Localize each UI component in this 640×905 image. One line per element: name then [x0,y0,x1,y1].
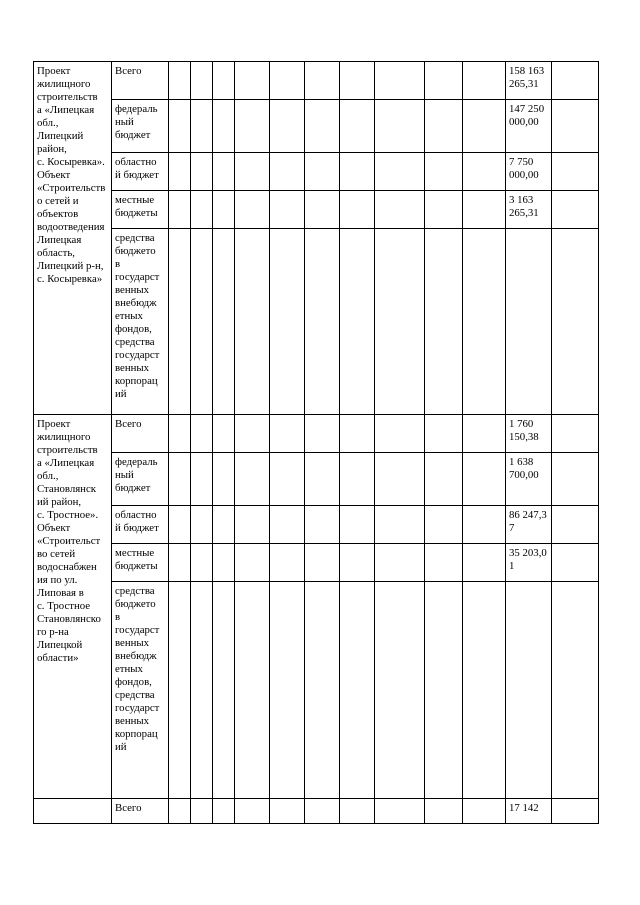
empty-cell [270,191,305,229]
table-row [34,544,599,582]
empty-cell [213,62,235,100]
empty-cell [463,153,506,191]
empty-cell [425,62,463,100]
empty-cell [340,582,375,799]
empty-cell [235,415,270,453]
empty-cell [305,506,340,544]
empty-cell [169,506,191,544]
empty-cell [425,582,463,799]
empty-cell [375,453,425,506]
empty-cell [340,453,375,506]
empty-cell [213,506,235,544]
empty-cell [340,415,375,453]
empty-cell [169,582,191,799]
empty-cell [425,453,463,506]
empty-cell [191,100,213,153]
empty-cell [552,100,599,153]
empty-cell [340,62,375,100]
empty-cell [305,799,340,824]
empty-cell [235,799,270,824]
empty-cell [191,415,213,453]
empty-cell [270,544,305,582]
amount-cell: 35 203,0 1 [506,544,552,582]
empty-cell [213,453,235,506]
empty-cell [552,506,599,544]
empty-cell [213,153,235,191]
empty-cell [270,453,305,506]
empty-cell [375,229,425,415]
empty-cell [425,544,463,582]
funding-source-cell: федераль ный бюджет [112,453,169,506]
project-name-cell [34,799,112,824]
amount-cell: 7 750 000,00 [506,153,552,191]
amount-cell: 17 142 [506,799,552,824]
empty-cell [235,506,270,544]
empty-cell [270,153,305,191]
empty-cell [305,415,340,453]
empty-cell [213,582,235,799]
amount-cell: 3 163 265,31 [506,191,552,229]
empty-cell [425,191,463,229]
empty-cell [235,229,270,415]
empty-cell [463,191,506,229]
amount-cell: 147 250 000,00 [506,100,552,153]
amount-cell: 1 760 150,38 [506,415,552,453]
empty-cell [169,191,191,229]
empty-cell [213,191,235,229]
empty-cell [191,582,213,799]
empty-cell [213,544,235,582]
empty-cell [463,582,506,799]
empty-cell [375,799,425,824]
empty-cell [169,799,191,824]
empty-cell [305,153,340,191]
empty-cell [169,153,191,191]
empty-cell [270,799,305,824]
empty-cell [305,191,340,229]
funding-source-cell: областно й бюджет [112,506,169,544]
empty-cell [191,62,213,100]
empty-cell [375,191,425,229]
empty-cell [425,506,463,544]
empty-cell [375,506,425,544]
empty-cell [169,415,191,453]
empty-cell [375,100,425,153]
empty-cell [235,544,270,582]
table-row [34,191,599,229]
empty-cell [235,191,270,229]
empty-cell [340,191,375,229]
empty-cell [340,799,375,824]
empty-cell [340,100,375,153]
empty-cell [191,506,213,544]
empty-cell [191,453,213,506]
empty-cell [169,453,191,506]
empty-cell [425,153,463,191]
amount-cell: 1 638 700,00 [506,453,552,506]
empty-cell [191,191,213,229]
empty-cell [425,100,463,153]
empty-cell [169,100,191,153]
empty-cell [375,415,425,453]
empty-cell [375,62,425,100]
empty-cell [425,799,463,824]
empty-cell [552,799,599,824]
empty-cell [169,544,191,582]
empty-cell [213,415,235,453]
empty-cell [270,506,305,544]
empty-cell [463,506,506,544]
empty-cell [305,582,340,799]
empty-cell [463,544,506,582]
empty-cell [340,229,375,415]
funding-source-cell: Всего [112,799,169,824]
empty-cell [305,229,340,415]
empty-cell [340,544,375,582]
empty-cell [552,453,599,506]
empty-cell [375,153,425,191]
empty-cell [340,506,375,544]
empty-cell [191,799,213,824]
table-row [34,100,599,153]
funding-source-cell: федераль ный бюджет [112,100,169,153]
empty-cell [169,62,191,100]
empty-cell [552,229,599,415]
empty-cell [552,62,599,100]
empty-cell [235,62,270,100]
empty-cell [425,415,463,453]
empty-cell [552,153,599,191]
empty-cell [552,544,599,582]
empty-cell [270,415,305,453]
empty-cell [270,62,305,100]
amount-cell: 158 163 265,31 [506,62,552,100]
empty-cell [305,544,340,582]
funding-source-cell: Всего [112,415,169,453]
table-row [34,582,599,799]
funding-source-cell: местные бюджеты [112,191,169,229]
table-row [34,62,599,100]
empty-cell [305,100,340,153]
empty-cell [552,415,599,453]
empty-cell [270,100,305,153]
empty-cell [463,453,506,506]
empty-cell [235,100,270,153]
empty-cell [169,229,191,415]
empty-cell [463,62,506,100]
empty-cell [425,229,463,415]
empty-cell [552,582,599,799]
empty-cell [552,191,599,229]
table-row [34,229,599,415]
empty-cell [305,62,340,100]
empty-cell [191,544,213,582]
table-row [34,453,599,506]
empty-cell [463,229,506,415]
table-row [34,415,599,453]
empty-cell [463,100,506,153]
amount-cell [506,229,552,415]
budget-table [33,61,599,824]
empty-cell [463,799,506,824]
table-row [34,153,599,191]
table-row [34,799,599,824]
funding-source-cell: средства бюджето в государст венных внебюдж етных фондов, средства государст венных корпорац ий [112,582,169,799]
empty-cell [235,582,270,799]
funding-source-cell: областно й бюджет [112,153,169,191]
funding-source-cell: Всего [112,62,169,100]
empty-cell [340,153,375,191]
empty-cell [191,229,213,415]
empty-cell [375,544,425,582]
amount-cell: 86 247,3 7 [506,506,552,544]
project-name-cell: Проект жилищного строительств а «Липецкая обл., Липецкий район, с. Косыревка». Объект «Строительств о сетей и объектов водоотведения Липецкая область, Липецкий р-н, с. Косыревка» [34,62,112,415]
empty-cell [235,453,270,506]
project-name-cell: Проект жилищного строительств а «Липецкая обл., Становлянск ий район, с. Тростное». Объект «Строительст во сетей водоснабжен ия по ул. Липовая в с. Тростное Становлянско го р-на Липецкой области» [34,415,112,799]
empty-cell [213,229,235,415]
empty-cell [375,582,425,799]
empty-cell [213,799,235,824]
empty-cell [270,229,305,415]
empty-cell [305,453,340,506]
amount-cell [506,582,552,799]
empty-cell [191,153,213,191]
funding-source-cell: местные бюджеты [112,544,169,582]
empty-cell [463,415,506,453]
table-row [34,506,599,544]
empty-cell [213,100,235,153]
empty-cell [235,153,270,191]
empty-cell [270,582,305,799]
funding-source-cell: средства бюджето в государст венных внебюдж етных фондов, средства государст венных корпорац ий [112,229,169,415]
